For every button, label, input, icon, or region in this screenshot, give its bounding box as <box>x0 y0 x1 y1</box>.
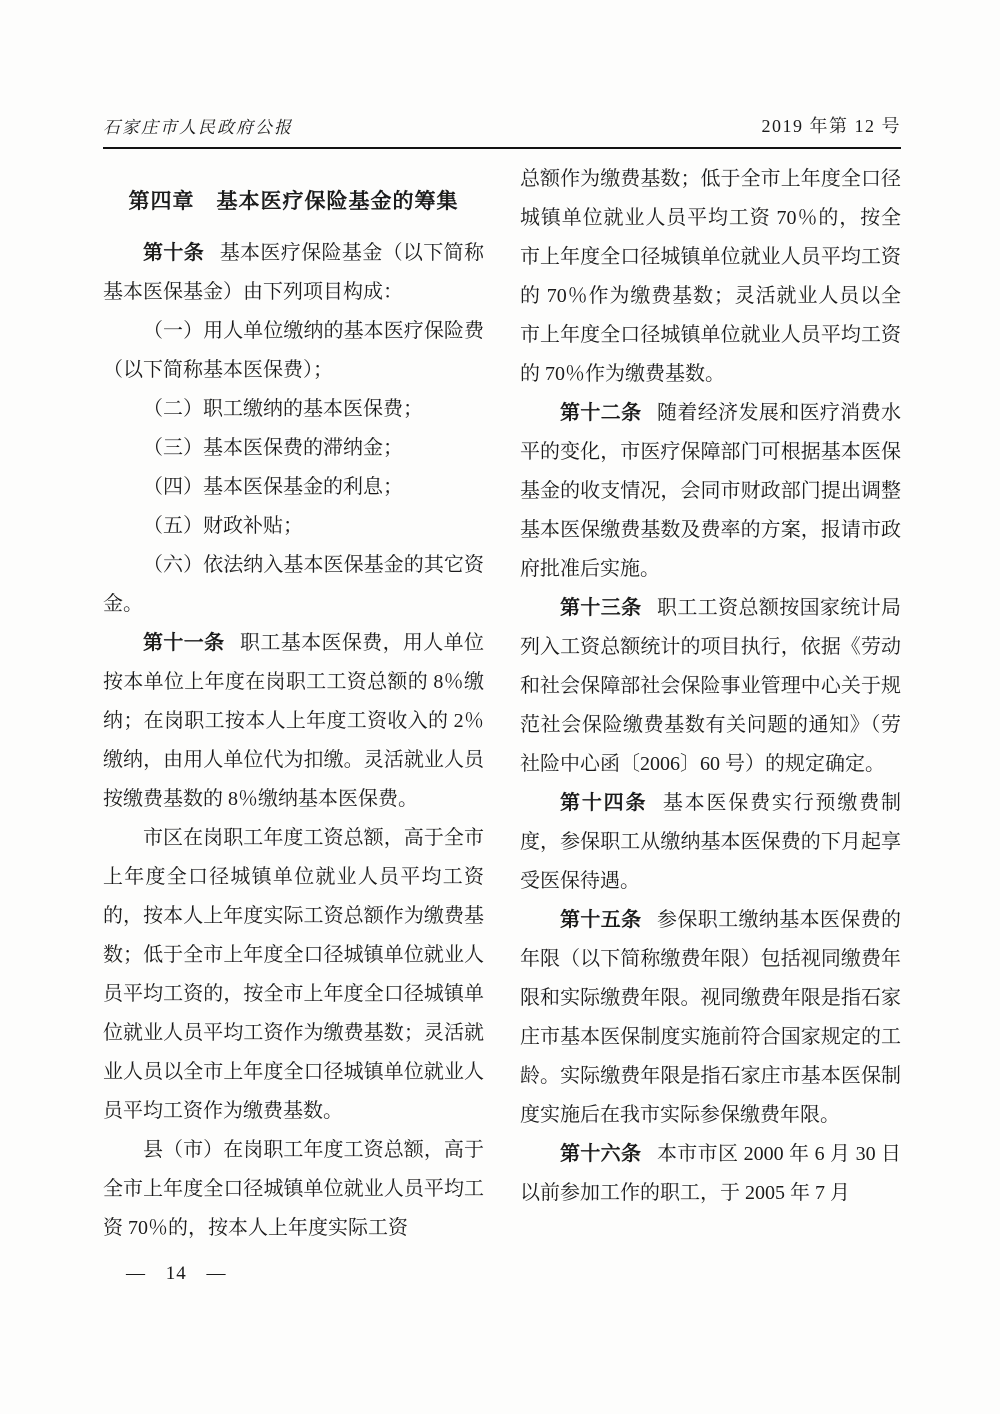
article-number: 第十条 <box>143 242 205 264</box>
article-number: 第十二条 <box>560 402 642 424</box>
left-column <box>103 160 484 1248</box>
paragraph-continuation <box>520 160 901 394</box>
paragraph <box>520 394 901 589</box>
article-number: 第十四条 <box>560 792 648 814</box>
paragraph-text: 县（市）在岗职工年度工资总额，高于全市上年度全口径城镇单位就业人员平均工资 70％的，按本人上年度实际工资 <box>103 1139 484 1239</box>
paragraph <box>103 819 484 1131</box>
article-number: 第十五条 <box>560 909 642 931</box>
paragraph-text: 职工工资总额按国家统计局列入工资总额统计的项目执行，依据《劳动和社会保障部社会保险事业管理中心关于规范社会保险缴费基数有关问题的通知》（劳社险中心函〔2006〕60 号）的规定确定。 <box>520 597 902 775</box>
paragraph-text: 基本医疗保险基金（以下简称基本医保基金）由下列项目构成： <box>103 242 485 303</box>
publication-title: 石家庄市人民政府公报 <box>103 118 293 137</box>
paragraph <box>103 546 484 624</box>
article-number: 第十六条 <box>560 1143 642 1165</box>
page-number: — 14 — <box>126 1263 227 1284</box>
right-column <box>520 160 901 1248</box>
paragraph <box>103 390 484 429</box>
paragraph <box>520 589 901 784</box>
paragraph-text: 参保职工缴纳基本医保费的年限（以下简称缴费年限）包括视同缴费年限和实际缴费年限。视同缴费年限是指石家庄市基本医保制度实施前符合国家规定的工龄。实际缴费年限是指石家庄市基本医保制度实施后在我市实际参保缴费年限。 <box>520 909 902 1126</box>
chapter-heading: 第四章 基本医疗保险基金的筹集 <box>128 190 459 213</box>
paragraph <box>520 1135 901 1213</box>
paragraph-text: （六）依法纳入基本医保基金的其它资金。 <box>103 554 484 615</box>
paragraph <box>103 468 484 507</box>
page-header <box>103 112 901 149</box>
paragraph <box>103 312 484 390</box>
paragraph-text: 总额作为缴费基数；低于全市上年度全口径城镇单位就业人员平均工资 70％的，按全市上年度全口径城镇单位就业人员平均工资的 70％作为缴费基数；灵活就业人员以全市上年度全口径城镇单位就业人员平均工资的 70％作为缴费基数。 <box>520 168 901 385</box>
paragraph-text: 市区在岗职工年度工资总额，高于全市上年度全口径城镇单位就业人员平均工资的，按本人上年度实际工资总额作为缴费基数；低于全市上年度全口径城镇单位就业人员平均工资的，按全市上年度全口径城镇单位就业人员平均工资作为缴费基数；灵活就业人员以全市上年度全口径城镇单位就业人员平均工资作为缴费基数。 <box>103 827 484 1122</box>
article-number: 第十一条 <box>143 632 225 654</box>
paragraph-text: （五）财政补贴； <box>143 515 303 537</box>
issue-number: 2019 年第 12 号 <box>761 116 901 136</box>
paragraph-text: 随着经济发展和医疗消费水平的变化，市医疗保障部门可根据基本医保基金的收支情况，会同市财政部门提出调整基本医保缴费基数及费率的方案，报请市政府批准后实施。 <box>520 402 902 580</box>
paragraph <box>103 624 484 819</box>
paragraph-text: （三）基本医保费的滞纳金； <box>143 437 403 459</box>
paragraph <box>103 429 484 468</box>
paragraph-text: 基本医保费实行预缴费制度，参保职工从缴纳基本医保费的下月起享受医保待遇。 <box>520 792 902 892</box>
paragraph-text: 职工基本医保费，用人单位按本单位上年度在岗职工工资总额的 8％缴纳；在岗职工按本人上年度工资收入的 2％缴纳，由用人单位代为扣缴。灵活就业人员按缴费基数的 8％缴纳基本医保费。 <box>103 632 485 810</box>
paragraph <box>103 234 484 312</box>
paragraph-text: （四）基本医保基金的利息； <box>143 476 403 498</box>
paragraph-text: 本市市区 2000 年 6 月 30 日以前参加工作的职工，于 2005 年 7 月 <box>520 1143 902 1204</box>
two-column-body <box>103 160 901 1248</box>
paragraph <box>520 901 901 1135</box>
paragraph-text: （一）用人单位缴纳的基本医疗保险费（以下简称基本医保费）； <box>103 320 484 381</box>
paragraph <box>103 507 484 546</box>
paragraph <box>520 784 901 901</box>
article-number: 第十三条 <box>560 597 642 619</box>
paragraph-text: （二）职工缴纳的基本医保费； <box>143 398 423 420</box>
paragraph <box>103 1131 484 1248</box>
